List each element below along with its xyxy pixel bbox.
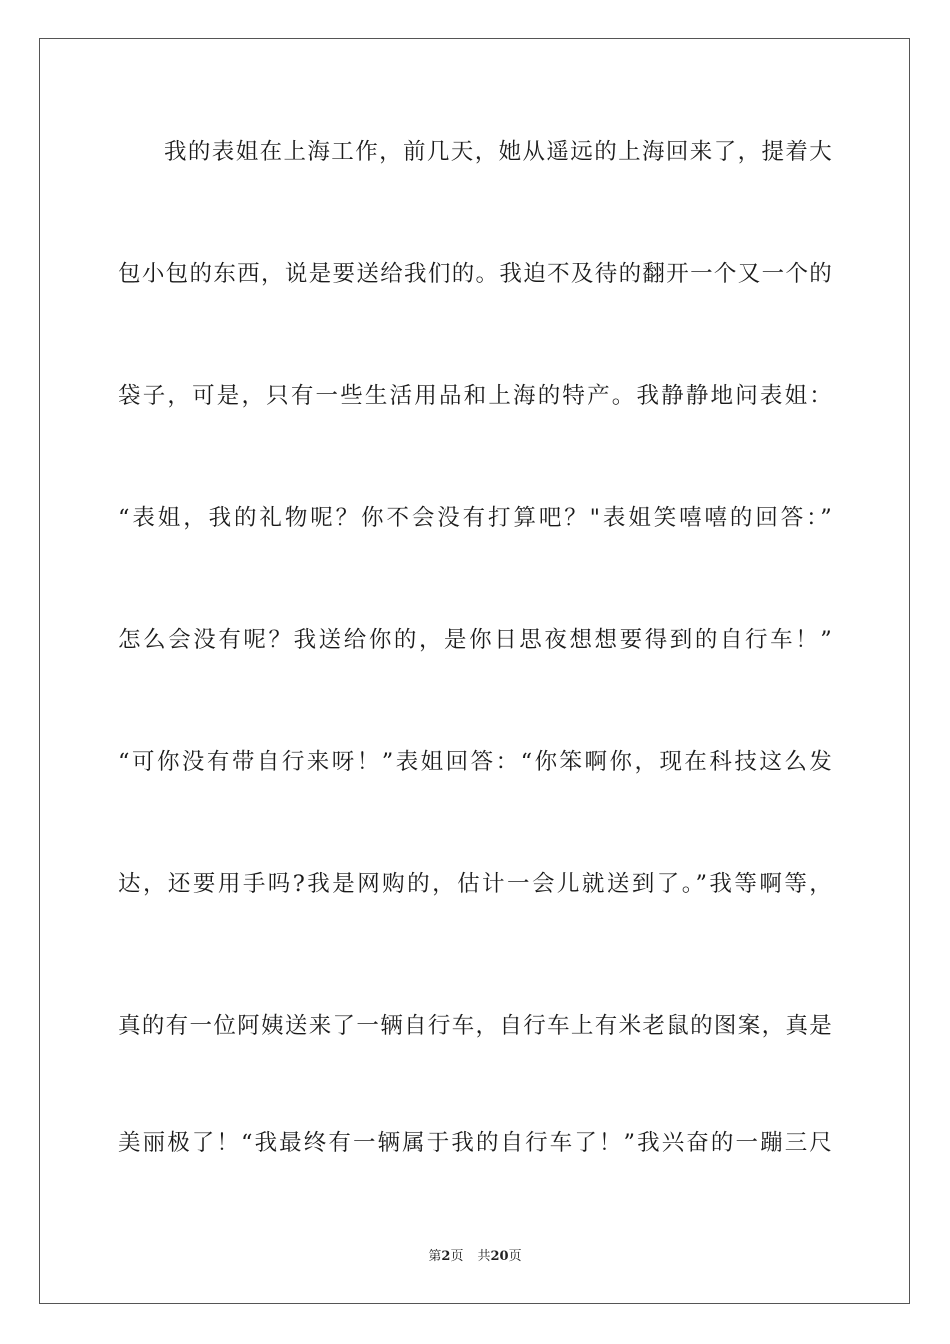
body-line-9: 美丽极了！“我最终有一辆属于我的自行车了！”我兴奋的一蹦三尺 — [118, 1130, 832, 1156]
body-line-2: 包小包的东西，说是要送给我们的。我迫不及待的翻开一个又一个的 — [118, 261, 832, 287]
body-line-6: “可你没有带自行来呀！”表姐回答：“你笨啊你，现在科技这么发 — [118, 749, 832, 775]
footer-page-unit: 页 — [450, 1249, 464, 1264]
body-line-5: 怎么会没有呢？我送给你的，是你日思夜想想要得到的自行车！” — [118, 627, 832, 653]
footer-total-unit: 页 — [508, 1249, 522, 1264]
footer-page-number: 2 — [441, 1249, 451, 1264]
body-line-7: 达，还要用手吗?我是网购的，估计一会儿就送到了。”我等啊等， — [118, 871, 832, 897]
body-line-3: 袋子，可是，只有一些生活用品和上海的特产。我静静地问表姐： — [118, 383, 832, 409]
page-border — [39, 38, 910, 1304]
body-line-4: “表姐，我的礼物呢？你不会没有打算吧？"表姐笑嘻嘻的回答：” — [118, 505, 832, 531]
footer-total-prefix: 共 — [477, 1249, 491, 1264]
footer-prefix: 第 — [428, 1249, 442, 1264]
footer-total-pages: 20 — [490, 1249, 509, 1264]
page-footer — [0, 1248, 950, 1266]
body-line-8: 真的有一位阿姨送来了一辆自行车，自行车上有米老鼠的图案，真是 — [118, 1013, 832, 1039]
body-line-1: 我的表姐在上海工作，前几天，她从遥远的上海回来了，提着大 — [164, 139, 832, 165]
